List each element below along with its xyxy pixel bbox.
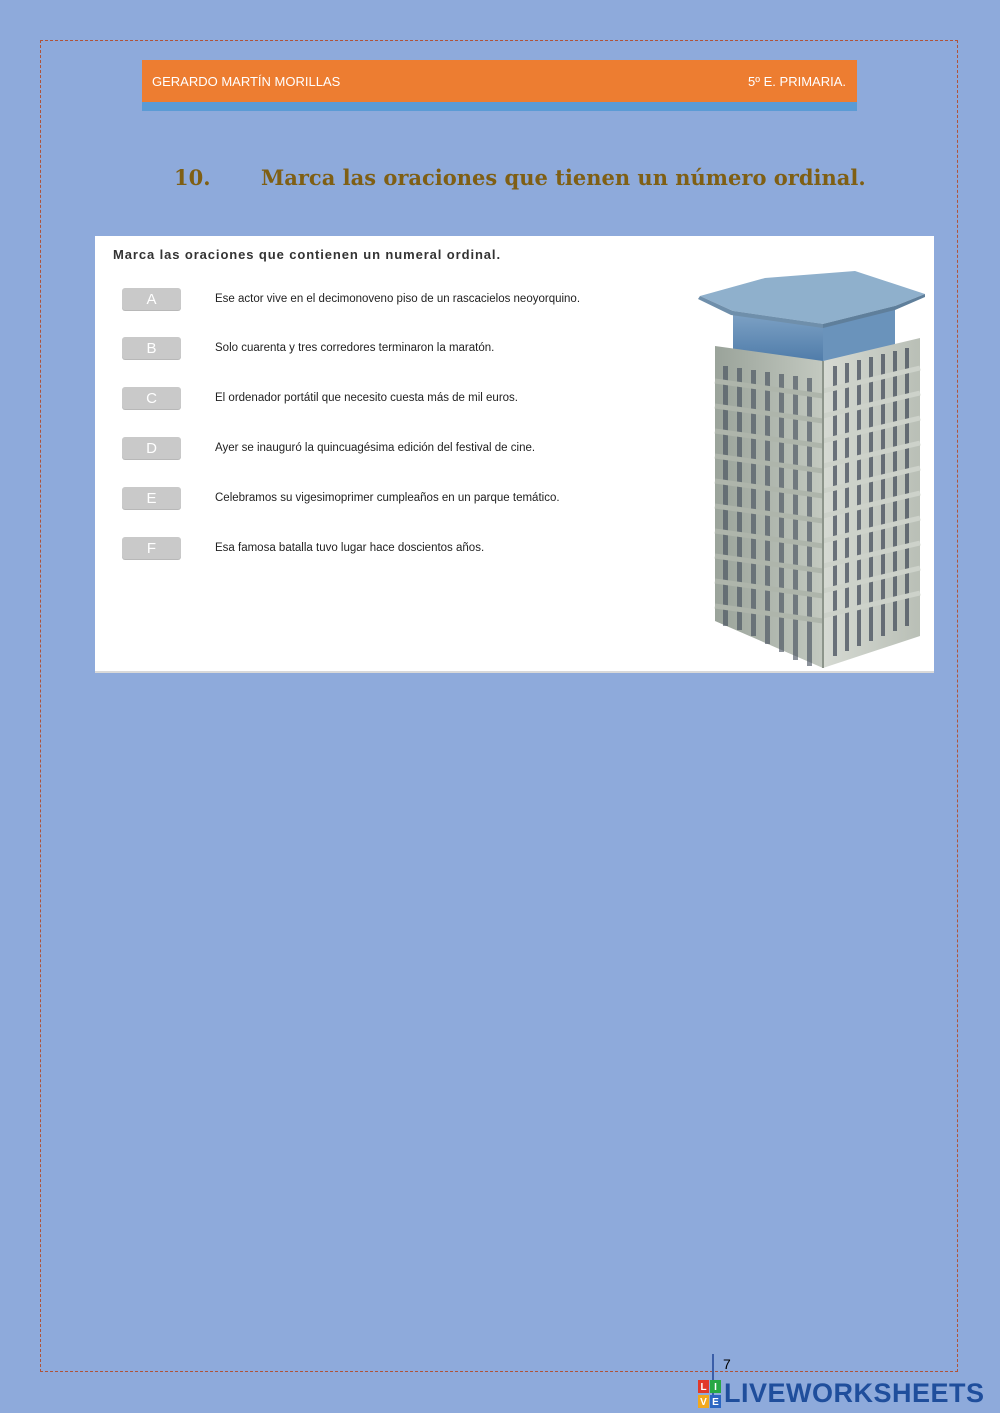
option-d-text: Ayer se inauguró la quincuagésima edición del festival de cine. <box>215 442 536 454</box>
option-a-text: Ese actor vive en el decimonoveno piso de un rascacielos neoyorquino. <box>215 293 581 305</box>
option-b-button[interactable]: B <box>122 337 181 359</box>
question-title: Marca las oraciones que tienen un número ordinal. <box>261 165 866 190</box>
option-c-text: El ordenador portátil que necesito cuesta más de mil euros. <box>215 392 518 404</box>
svg-text:L: L <box>700 1381 707 1393</box>
option-row-a <box>122 287 580 311</box>
svg-text:V: V <box>700 1396 707 1408</box>
document-header <box>142 60 857 102</box>
header-grade: 5º E. PRIMARIA. <box>748 73 846 89</box>
question-number: 10. <box>174 165 211 190</box>
option-e-text: Celebramos su vigesimoprimer cumpleaños en un parque temático. <box>215 492 560 504</box>
svg-text:E: E <box>712 1396 719 1408</box>
option-row-f <box>122 536 484 560</box>
option-row-c <box>122 386 518 410</box>
header-author: GERARDO MARTÍN MORILLAS <box>152 73 341 89</box>
exercise-panel <box>95 236 934 673</box>
liveworksheets-wordmark: LIVEWORKSHEETS <box>724 1378 985 1408</box>
svg-text:I: I <box>714 1381 717 1393</box>
live-badge-icon <box>698 1379 722 1409</box>
option-row-e <box>122 486 560 510</box>
option-b-text: Solo cuarenta y tres corredores terminaron la maratón. <box>215 342 495 354</box>
question-heading <box>174 165 866 190</box>
exercise-instruction: Marca las oraciones que contienen un numeral ordinal. <box>113 247 501 262</box>
page-number: 7 <box>723 1356 731 1372</box>
liveworksheets-logo[interactable] <box>698 1378 985 1409</box>
option-c-button[interactable]: C <box>122 387 181 409</box>
option-f-button[interactable]: F <box>122 537 181 559</box>
option-row-d <box>122 436 535 460</box>
skyscraper-image <box>695 266 935 671</box>
option-e-button[interactable]: E <box>122 487 181 509</box>
option-row-b <box>122 336 494 360</box>
option-f-text: Esa famosa batalla tuvo lugar hace doscientos años. <box>215 542 485 554</box>
header-underline <box>142 102 857 111</box>
option-d-button[interactable]: D <box>122 437 181 459</box>
option-a-button[interactable]: A <box>122 288 181 310</box>
